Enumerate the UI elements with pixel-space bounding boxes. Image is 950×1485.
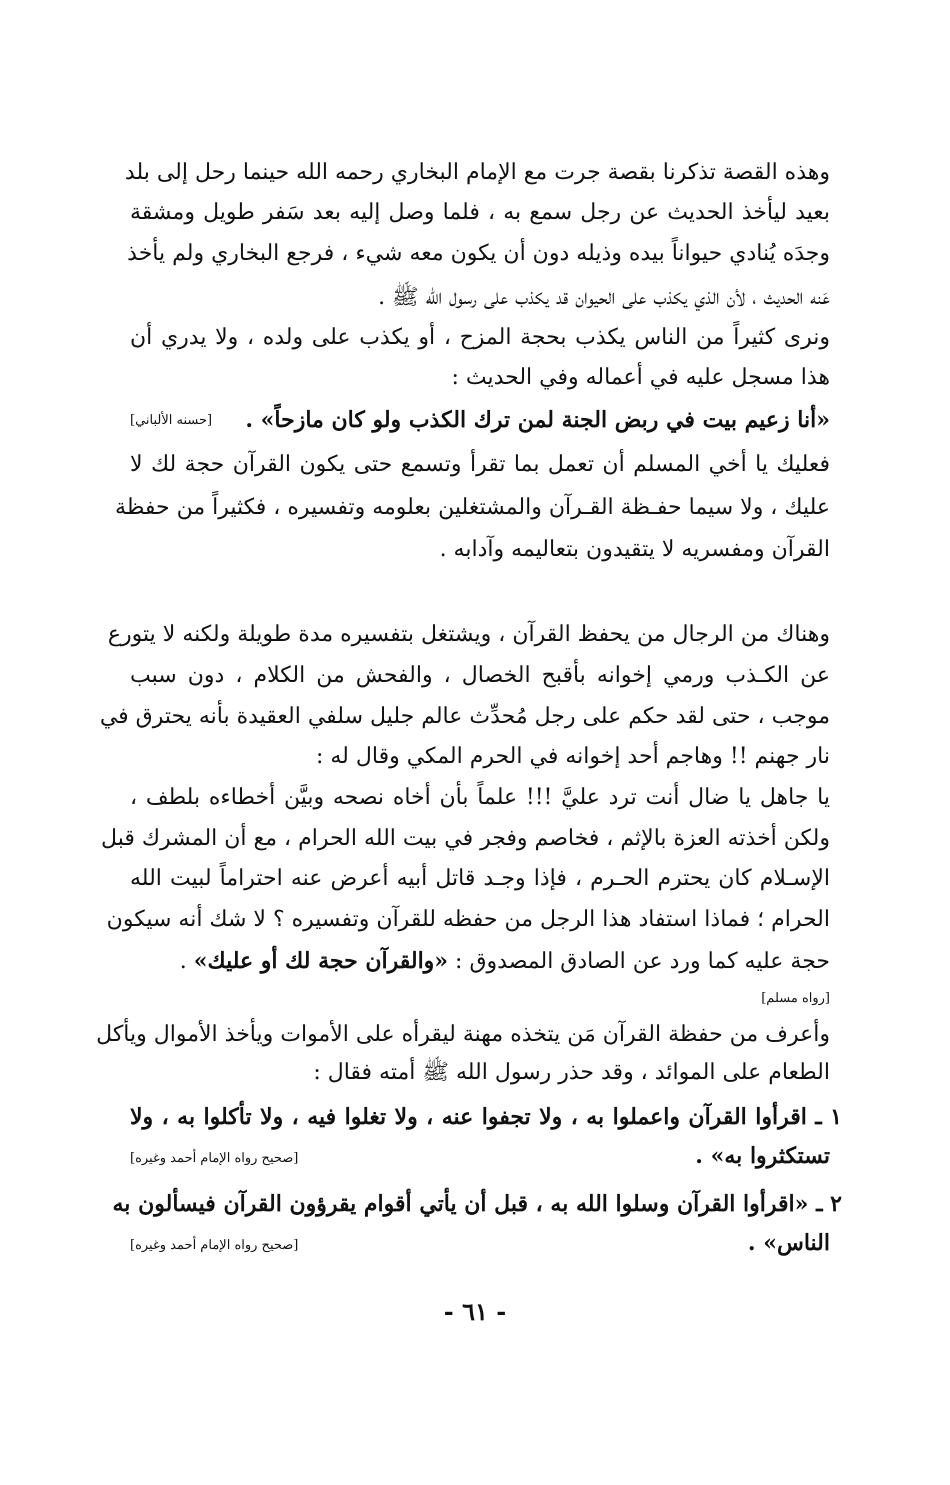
paragraph-line-with-quote (130, 946, 830, 978)
hadith-quote: «أنا زعيم بيت في ربض الجنة لمن ترك الكذب ولو كان مازحاً» . (245, 407, 830, 433)
inline-hadith-quote: «والقرآن حجة لك أو عليك» (193, 948, 449, 974)
numbered-hadith-1-citation: [صحيح رواه الإمام أحمد وغيره] (130, 1151, 299, 1166)
page-number: - ٦١ - (443, 1297, 507, 1326)
paragraph-line: الإسـلام كان يحترم الحـرم ، فإذا وجـد قاتل أبيه أعرض عنه احتراماً لبيت الله (130, 866, 830, 891)
paragraph-line: القرآن ومفسريه لا يتقيدون بتعاليمه وآدابه . (439, 537, 830, 562)
numbered-hadith-2: ٢ ـ «اقرأوا القرآن وسلوا الله به ، قبل أن يأتي أقوام يقرؤون القرآن فيسألون به (112, 1191, 842, 1217)
paragraph-line: ولكن أخذته العزة بالإثم ، فخاصم وفجر في بيت الله الحرام ، مع أن المشرك قبل (101, 826, 830, 851)
paragraph-line: الطعام على الموائد ، وقد حذر رسول الله ﷺ أمته فقال : (313, 1060, 830, 1085)
paragraph-line: وهناك من الرجال من يحفظ القرآن ، ويشتغل بتفسيره مدة طويلة ولكنه لا يتورع (107, 622, 830, 647)
line-suffix: . (179, 949, 194, 974)
paragraph-line: وأعرف من حفظة القرآن مَن يتخذه مهنة ليقرأه على الأموات ويأخذ الأموال ويأكل (96, 1022, 830, 1047)
paragraph-line: فعليك يا أخي المسلم أن تعمل بما تقرأ وتسمع حتى يكون القرآن حجة لك لا (130, 452, 830, 477)
paragraph-line: بعيد ليأخذ الحديث عن رجل سمع به ، فلما وصل إليه بعد سَفر طويل ومشقة (130, 200, 830, 225)
paragraph-line: عَنه الحديث ، لأن الذي يكذب على الحيوان قد يكذب على رسول الله ﷺ . (378, 285, 830, 310)
line-prefix: حجة عليه كما ورد عن الصادق المصدوق : (448, 949, 830, 974)
paragraph-line: نار جهنم !! وهاجم أحد إخوانه في الحرم المكي وقال له : (315, 744, 830, 769)
numbered-hadith-2-citation: [صحيح رواه الإمام أحمد وغيره] (130, 1238, 299, 1253)
quote-citation: [رواه مسلم] (761, 991, 830, 1006)
paragraph-line: عن الكـذب ورمي إخوانه بأقبح الخصال ، والفحش من الكلام ، دون سبب (130, 663, 830, 688)
hadith-citation: [حسنه الألباني] (130, 413, 213, 428)
paragraph-line: وجدَه يُنادي حيواناً بيده وذيله دون أن يكون معه شيء ، فرجع البخاري ولم يأخذ (127, 241, 830, 266)
paragraph-line: هذا مسجل عليه في أعماله وفي الحديث : (451, 365, 830, 390)
paragraph-line: عليك ، ولا سيما حفـظة القـرآن والمشتغلين بعلومه وتفسيره ، فكثيراً من حفظة (115, 495, 830, 520)
paragraph-line: الحرام ؛ فماذا استفاد هذا الرجل من حفظه للقرآن وتفسيره ؟ لا شك أنه سيكون (106, 907, 830, 932)
numbered-hadith-1-end: تستكثروا به» . (695, 1143, 830, 1169)
numbered-hadith-1: ١ ـ اقرأوا القرآن واعملوا به ، ولا تجفوا عنه ، ولا تغلوا فيه ، ولا تأكلوا به ، ولا (130, 1104, 842, 1130)
paragraph-line: وهذه القصة تذكرنا بقصة جرت مع الإمام البخاري رحمه الله حينما رحل إلى بلد (124, 160, 830, 185)
numbered-hadith-2-end: الناس» . (747, 1230, 830, 1256)
paragraph-line: يا جاهل يا ضال أنت ترد عليَّ !!! علماً بأن أخاه نصحه وبيَّن أخطاءه بلطف ، (130, 785, 830, 810)
paragraph-line: موجب ، حتى لقد حكم على رجل مُحدِّث عالم جليل سلفي العقيدة بأنه يحترق في (99, 704, 830, 729)
paragraph-line: ونرى كثيراً من الناس يكذب بحجة المزح ، أو يكذب على ولده ، ولا يدري أن (130, 325, 830, 350)
